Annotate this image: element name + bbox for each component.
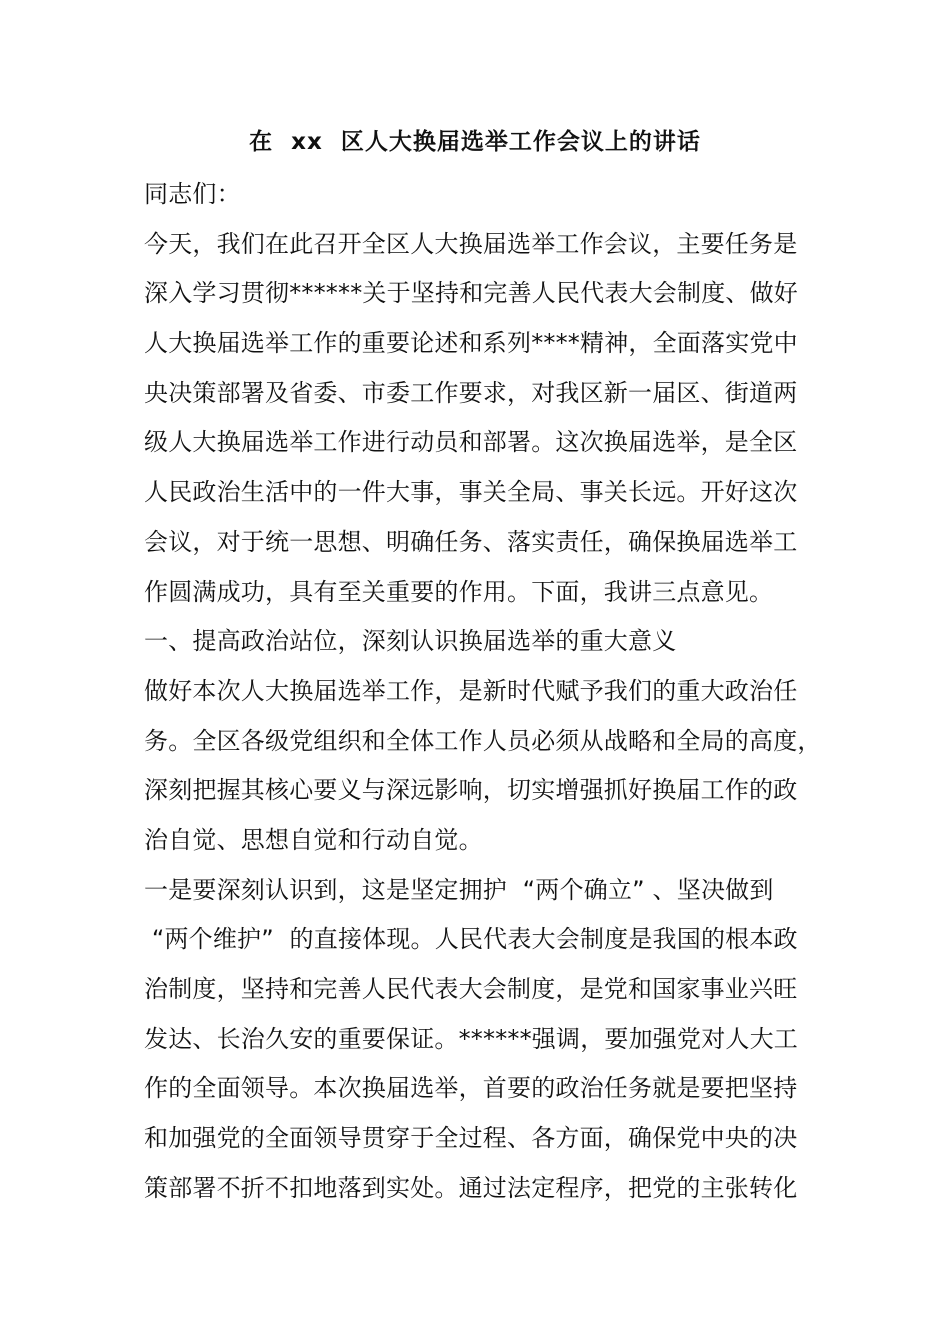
paragraph-line: 和加强党的全面领导贯穿于全过程、各方面，确保党中央的决 (144, 1124, 798, 1153)
paragraph-line: 治制度，坚持和完善人民代表大会制度，是党和国家事业兴旺 (144, 975, 798, 1003)
document-body (144, 170, 822, 1213)
paragraph-line: 深入学习贯彻******关于坚持和完善人民代表大会制度、做好 (144, 279, 798, 308)
paragraph-line: 治自觉、思想自觉和行动自觉。 (144, 825, 483, 854)
paragraph-line: 发达、长治久安的重要保证。******强调，要加强党对人大工 (144, 1024, 798, 1053)
paragraph-line: 一是要深刻认识到，这是坚定拥护 “两个确立” 、坚决做到 (144, 875, 774, 904)
paragraph-line: 作的全面领导。本次换届选举，首要的政治任务就是要把坚持 (144, 1074, 798, 1103)
salutation-line: 同志们： (144, 180, 241, 208)
paragraph-line: 央决策部署及省委、市委工作要求，对我区新一届区、街道两 (144, 378, 798, 407)
paragraph-line: 人民政治生活中的一件大事，事关全局、事关长远。开好这次 (144, 478, 798, 507)
paragraph-line: 作圆满成功，具有至关重要的作用。下面，我讲三点意见。 (144, 577, 774, 606)
paragraph-line: 务。全区各级党组织和全体工作人员必须从战略和全局的高度， (144, 726, 822, 755)
paragraph-line: “两个维护” 的直接体现。人民代表大会制度是我国的根本政 (144, 925, 798, 954)
document-title: 在 xx 区人大换届选举工作会议上的讲话 (249, 129, 701, 155)
section-heading: 一、提高政治站位，深刻认识换届选举的重大意义 (144, 627, 677, 656)
paragraph-line: 做好本次人大换届选举工作，是新时代赋予我们的重大政治任 (144, 676, 798, 705)
paragraph-line: 今天，我们在此召开全区人大换届选举工作会议，主要任务是 (144, 229, 798, 258)
paragraph-line: 人大换届选举工作的重要论述和系列****精神，全面落实党中 (144, 329, 798, 358)
paragraph-line: 会议，对于统一思想、明确任务、落实责任，确保换届选举工 (144, 527, 798, 556)
paragraph-line: 级人大换届选举工作进行动员和部署。这次换届选举，是全区 (144, 428, 798, 457)
paragraph-line: 深刻把握其核心要义与深远影响，切实增强抓好换届工作的政 (144, 776, 798, 805)
paragraph-line: 策部署不折不扣地落到实处。通过法定程序，把党的主张转化 (144, 1173, 798, 1202)
